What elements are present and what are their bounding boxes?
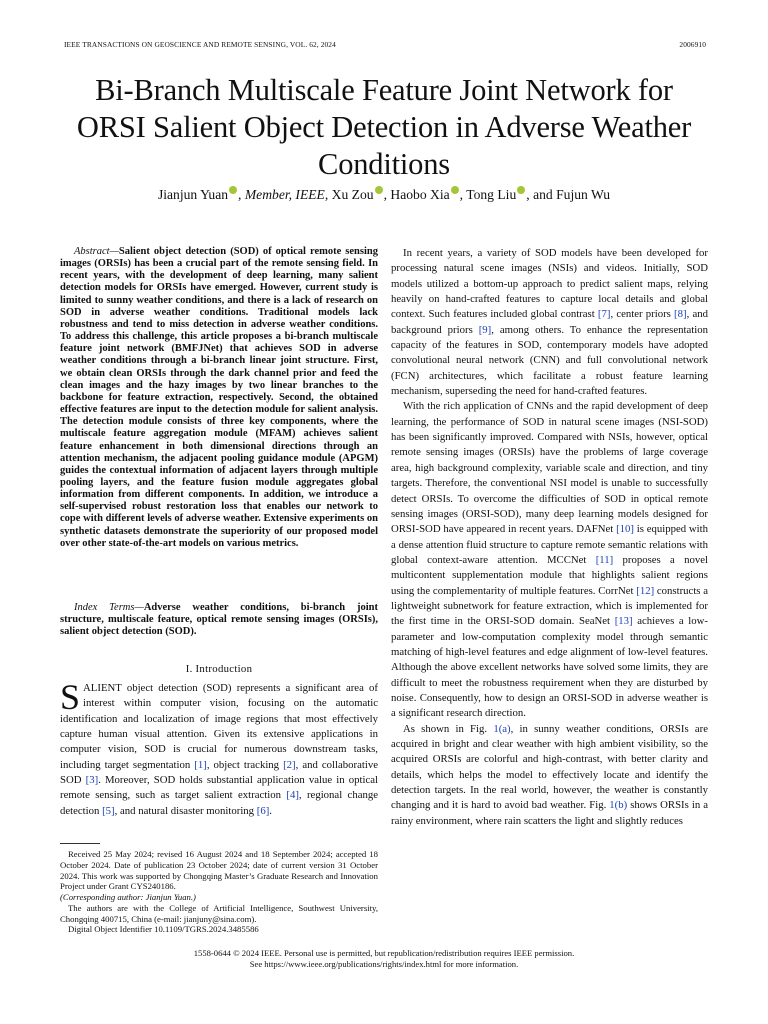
body-text: In recent years, a variety of SOD models have been developed for processing natural scene images (NSIs) and videos. Initially, SOD models utilized a bottom-up approach to predict salient maps, relying heavily on hand-crafted features to capture local details and global context. Such features included global contrast [391,247,708,321]
author-name: Tong Liu [466,187,517,202]
author-name: Fujun Wu [556,187,611,202]
citation-link[interactable]: [1] [194,758,207,771]
footnotes [60,849,378,935]
orcid-icon[interactable] [517,186,525,194]
index-terms-label: Index Terms— [74,602,144,613]
footnote-divider [60,843,100,844]
body-text: , center priors [610,308,675,321]
citation-link[interactable]: [2] [283,758,296,771]
index-terms [60,602,378,638]
abstract [60,246,378,550]
body-text: ALIENT object detection (SOD) represents a significant area of interest within computer vision, focusing on the automatic identification and localization of image regions that most effectively capture human visual attention. Given its extensive applications in computer vision, SOD is crucial for numerous downstream tasks, including target segmentation [60,682,378,771]
body-text: constructs a lightweight subnetwork for feature extraction, which is implemented for the first time in the ORSI-SOD domain. SeaNet [391,584,709,628]
body-text: shows ORSIs in a rainy environment, where rain scatters the light and slightly reduces [391,799,708,827]
citation-link[interactable]: [5] [102,804,115,817]
body-paragraph [391,399,708,721]
citation-link[interactable]: [4] [286,789,299,802]
body-text: , and collaborative SOD [60,758,378,787]
orcid-icon[interactable] [375,186,383,194]
author-name: Jianjun Yuan [157,187,229,202]
footnote-doi: Digital Object Identifier 10.1109/TGRS.2024.3485586 [68,924,259,935]
body-text: achieves a low-parameter and low-computation complexity model through semantic matching of high-level features and edge alignment of low-level features. Although the above excellent networks have solved some limits, they are difficult to meet the robustness requirement when they are disturbed by noise. Consequently, how to design an ORSI-SOD in adverse weather is a significant research direction. [391,615,708,720]
author-name: Xu Zou [331,187,374,202]
figure-link[interactable]: 1(b) [609,799,628,812]
body-text: , in sunny weather conditions, ORSIs are acquired in bright and clear weather with high ambient visibility, so the acquired ORSIs are colorful and high-contrast, with better clarity and details, which helps the model to effectively locate and identify the detection targets. In the real world, however, the weather is constantly changing and it is hard to avoid bad weather. Fig. [391,722,708,812]
body-text: , among others. To enhance the representation capacity of the features in SOD, contemporary models have adopted convolutional neural network (CNN) and full convolutional network (FCN) architectures, which facilitate a robust feature learning mechanism, superseding the need for hand-crafted features. [391,323,708,398]
citation-link[interactable]: [9] [478,323,492,336]
body-paragraph [391,246,708,399]
body-text: With the rich application of CNNs and the rapid development of deep learning, the performance of SOD in natural scene images (NSI-SOD) has been significantly improved. Compared with NSIs, however, optical remote sensing images (ORSIs) have the problems of large coverage area, high background complexity, variable scale and direction, and tiny targets. Therefore, the conventional NSI model is unable to successfully detect ORSIs. To overcome the difficulties of SOD in optical remote sensing images (ORSI-SOD), many deep learning models designed for ORSI-SOD have appeared in recent years. DAFNet [391,400,708,536]
body-paragraph [391,722,708,829]
abstract-text: Salient object detection (SOD) of optical remote sensing images (ORSIs) has been a crucial part of the remote sensing field. In recent years, with the development of deep learning, many salient detection models for ORSIs have emerged. However, current study is limited to sunny weather conditions, and there is a lack of research on SOD in adverse weather conditions. Traditional models lack robustness and tend to miss detection in adverse weather conditions. To address this challenge, this article proposes a bi-branch multiscale feature joint network (BMFJNet) that achieves SOD in adverse weather conditions through a bi-branch linear joint structure. First, we obtain clean ORSIs through the dark channel prior and feed the clean images and the hazy images by two linear branches to the backbone for feature extraction, respectively. Second, the obtained effective features are input to the detection module for salient analysis. The detection module consists of three key components, where the multiscale feature aggregation module (MFAM) achieves salient feature enhancement in both dimensional directions through an attention mechanism, the adjacent pooling guidance module (APGM) guides the contextual information of adjacent layers through multiple pooling layers, and the feature fusion module aggregates global information from different components. In addition, we introduce a self-supervised robust restoration loss that enables our network to cope with different levels of adverse weather. Extensive experiments on synthetic datasets demonstrate the superiority of our proposed model over other state-of-the-art models on various metrics. [60,246,378,549]
drop-cap: S [60,677,81,717]
figure-link[interactable]: 1(a) [493,722,511,735]
citation-link[interactable]: [7] [597,308,611,321]
citation-link[interactable]: [11] [595,553,614,566]
body-text: , and background priors [391,308,708,336]
citation-link[interactable]: [6] [256,804,270,817]
body-text: , regional change detection [60,789,378,817]
orcid-icon[interactable] [229,186,237,194]
right-column [391,246,708,829]
citation-link[interactable]: [13] [614,615,633,628]
citation-link[interactable]: [3] [85,774,99,787]
section-heading: I. Introduction [185,663,253,675]
body-text: proposes a novel multicontent supplementation module that highlights salient regions using the complementarity of multiple features. CorrNet [391,553,708,597]
orcid-icon[interactable] [451,186,459,194]
running-header-journal: IEEE TRANSACTIONS ON GEOSCIENCE AND REMOTE SENSING, VOL. 62, 2024 [64,40,336,49]
body-text: , object tracking [206,758,284,771]
running-header-article-number: 2006910 [679,40,706,49]
author-name: Haobo Xia [390,187,450,202]
body-text: , and natural disaster monitoring [114,804,257,817]
citation-link[interactable]: [10] [616,523,634,536]
footnote-affiliation: The authors are with the College of Artificial Intelligence, Southwest University, Chongqing 400715, China (e-mail: jianjuny@sina.com). [60,902,378,924]
author-list: Jianjun Yuan , Member, IEEE, Xu Zou , Haobo Xia , Tong Liu , and Fujun Wu [157,187,611,202]
intro-paragraph [60,677,378,819]
copyright-footer [60,948,708,970]
rights-url-line: See https://www.ieee.org/publications/rights/index.html for more information. [249,959,519,969]
paper-title: Bi-Branch Multiscale Feature Joint Network for ORSI Salient Object Detection in Adverse Weather Conditions [76,73,692,181]
body-text: As shown in Fig. [403,722,494,735]
footnote-corresponding: (Corresponding author: Jianjun Yuan.) [60,892,196,902]
citation-link[interactable]: [8] [674,308,687,321]
index-terms-text: Adverse weather conditions, bi-branch joint structure, multiscale feature, optical remote sensing images (ORSIs), salient object detection (SOD). [60,602,379,638]
footnote-received: Received 25 May 2024; revised 16 August 2024 and 18 September 2024; accepted 18 October 2024. Date of publication 23 October 2024; date of current version 31 October 2024. This work was supported by Chongqing Master’s Graduate Research and Innovation Project under Grant CYS240186. [60,849,378,892]
body-text: . [269,804,272,817]
copyright-line: 1558-0644 © 2024 IEEE. Personal use is permitted, but republication/redistribution requires IEEE permission. [193,948,575,958]
body-text: is equipped with a dense attention fluid structure to capture remote semantic relations with global context-aware attention. MCCNet [391,523,708,566]
abstract-label: Abstract— [74,246,119,257]
body-text: . Moreover, SOD holds substantial application value in optical remote sensing, such as target salient extraction [60,774,378,802]
author-membership: , Member, IEEE, [238,187,332,202]
citation-link[interactable]: [12] [636,584,655,597]
